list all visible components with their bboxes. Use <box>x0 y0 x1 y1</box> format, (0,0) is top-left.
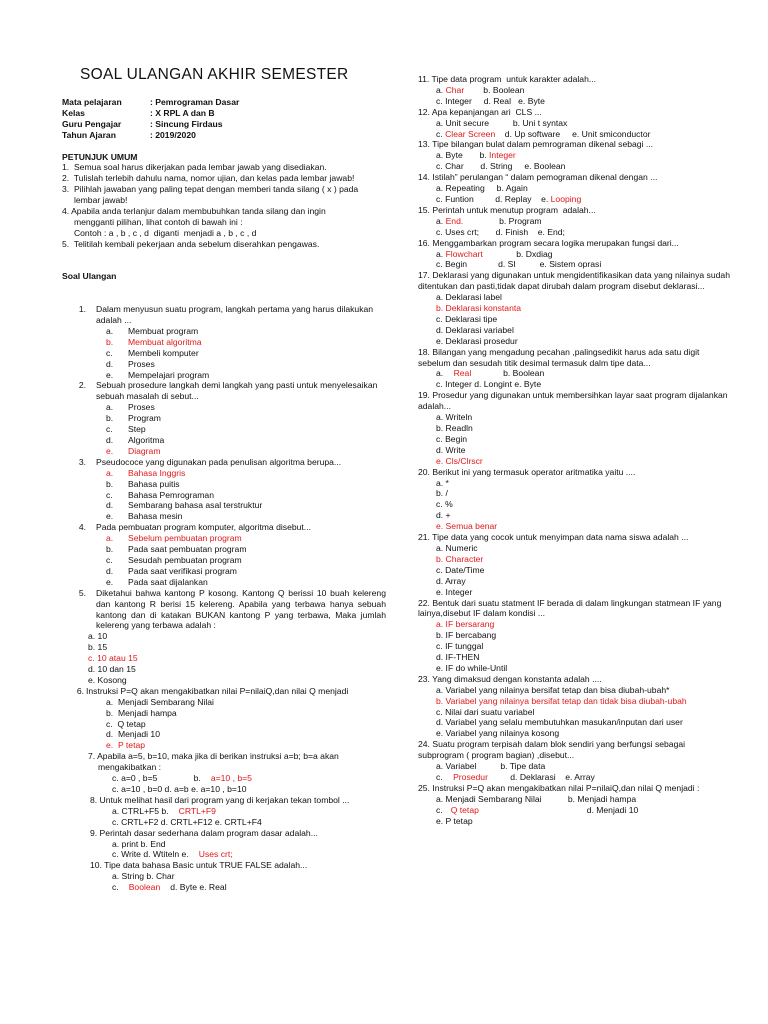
instruction-item: 3. Pilihlah jawaban yang paling tepat dengan memberi tanda silang ( x ) pada <box>62 184 359 195</box>
answer-option <box>62 533 392 544</box>
option-letter: e. <box>106 511 114 522</box>
answer-option: a. Deklarasi label <box>436 292 502 303</box>
answer-option: a. IF bersarang <box>436 619 495 630</box>
option-letter: e. <box>106 576 114 587</box>
answer-option: a. 10 <box>88 631 108 642</box>
option-letter: a. <box>106 533 114 544</box>
answer-option <box>62 544 392 555</box>
answer-option: e. Kosong <box>88 674 127 685</box>
answer-option: b. Variabel yang nilainya bersifat tetap dan tidak bisa diubah-ubah <box>436 695 687 706</box>
answer-highlight: CRTL+F9 <box>178 805 216 816</box>
meta-value: : 2019/2020 <box>150 129 196 140</box>
answer-option: e. Integer <box>436 586 473 597</box>
answer-option: e. P tetap <box>106 740 146 751</box>
question-text: Diketahui bahwa kantong P kosong. Kantong Q berissi 10 buah kelereng dan kantong R berisi 15 kelereng. Apabila yang terbawa hanya sebuah kantong dan di katakan BUKAN kantong P yang terbawa, Maka jumlah kelereng yang terbawa adalah : <box>96 587 386 631</box>
question-22: 22. Bentuk dari suatu statment IF berada di dalam lingkungan statmean IF yang lainya,disebut IF dalam kondisi ... a. IF bersarang b. IF bercabang c. IF tunggal d. IF-THEN e. IF do while-Until <box>418 598 733 674</box>
question-16 <box>418 238 733 271</box>
answer-option: c. Uses crt; d. Finish e. End; <box>436 226 565 237</box>
answer-highlight: a=10 , b=5 <box>210 773 252 784</box>
meta-row <box>62 119 392 130</box>
answer-option: b. Readln <box>436 423 473 433</box>
option-letter: d. <box>106 358 114 369</box>
meta-label: Tahun Ajaran <box>62 129 116 140</box>
right-column <box>418 74 733 827</box>
question-number: 1. <box>78 304 86 315</box>
meta-value: : X RPL A dan B <box>150 107 215 118</box>
question-13 <box>418 139 733 172</box>
answer-option <box>62 446 392 457</box>
option-text: Membuat algoritma <box>128 336 202 347</box>
question-number: 4. <box>78 522 86 533</box>
question-8: 8. Untuk melihat hasil dari program yang di kerjakan tekan tombol ... a. CTRL+F5 b. CRTL+F9 c. CRTL+F2 d. CRTL+F12 e. CRTL+F4 <box>90 794 350 827</box>
answer-option: b. 15 <box>88 642 108 653</box>
meta-value: : Sincung Firdaus <box>150 118 223 129</box>
question-text: 16. Menggambarkan program secara logika merupakan fungsi dari... <box>418 237 679 248</box>
question-1 <box>62 304 392 380</box>
meta-value: : Pemrograman Dasar <box>150 97 240 107</box>
question-text: Pseudococe yang digunakan pada penulisan algoritma berupa... <box>96 456 342 467</box>
option-text: Bahasa mesin <box>128 511 183 522</box>
page-title: SOAL ULANGAN AKHIR SEMESTER <box>80 66 349 83</box>
answer-highlight: Uses crt; <box>198 849 233 860</box>
answer-option: a. End. b. Program <box>436 215 542 226</box>
answer-option: d. 10 dan 15 <box>88 664 136 675</box>
answer-highlight: Real <box>453 368 472 379</box>
option-letter: c. <box>106 554 113 565</box>
answer-option: c. 10 atau 15 <box>88 653 138 664</box>
answer-option: a. Numeric <box>436 542 478 553</box>
answer-option: a. * <box>436 477 449 488</box>
question-21: 21. Tipe data yang cocok untuk menyimpan data nama siswa adalah ... a. Numeric b. Character c. Date/Time d. Array e. Integer <box>418 532 733 597</box>
option-letter: c. <box>106 424 113 435</box>
answer-option: c. % <box>436 499 453 510</box>
answer-option <box>62 435 392 446</box>
question-text: 12. Apa kepanjangan ari CLS ... <box>418 106 542 117</box>
answer-option <box>62 479 392 490</box>
answer-option: a. Menjadi Sembarang Nilai <box>106 696 214 707</box>
options <box>62 402 392 457</box>
question-19: 19. Prosedur yang digunakan untuk membersihkan layar saat program dijalankan adalah... a. Writeln b. Readln c. Begin d. Write e. Cls/Clrscr <box>418 390 733 466</box>
question-number: 2. <box>78 380 86 391</box>
answer-option: d. Menjadi 10 <box>106 729 160 740</box>
question-text: Pada pembuatan program komputer, algoritma disebut... <box>96 522 311 533</box>
answer-option: d. IF-THEN <box>436 652 480 663</box>
answer-option: a. Repeating b. Again <box>436 183 528 194</box>
answer-highlight: Flowchart <box>445 248 483 259</box>
option-text: Bahasa puitis <box>128 478 180 489</box>
answer-option: d. + <box>436 510 451 521</box>
answer-option: d. Deklarasi variabel <box>436 324 514 335</box>
option-text: Algoritma <box>128 435 165 446</box>
meta-label: Mata pelajaran <box>62 97 122 107</box>
meta-row <box>62 108 392 119</box>
answer-option: e. Deklarasi prosedur <box>436 335 518 346</box>
answer-highlight: End. <box>445 215 464 226</box>
instruction-item: 5. Telitilah kembali pekerjaan anda sebelum diserahkan pengawas. <box>62 238 320 249</box>
answer-option <box>62 424 392 435</box>
answer-option <box>62 566 392 577</box>
question-4 <box>62 522 392 587</box>
question-3 <box>62 457 392 522</box>
instructions-list <box>62 162 392 249</box>
answer-option: b. Deklarasi konstanta <box>436 303 522 314</box>
option-letter: a. <box>106 467 114 478</box>
answer-option <box>62 359 392 370</box>
option-letter: e. <box>106 445 114 456</box>
answer-option: e. IF do while-Until <box>436 662 508 673</box>
answer-option: b. Menjadi hampa <box>106 707 177 718</box>
exam-meta <box>62 97 392 141</box>
answer-option <box>62 326 392 337</box>
question-text: 13. Tipe bilangan bulat dalam pemrograman dikenal sebagi ... <box>418 139 654 150</box>
answer-option: b. IF bercabang <box>436 630 497 641</box>
meta-row <box>62 97 392 108</box>
option-letter: d. <box>106 435 114 446</box>
answer-option: c. Clear Screen d. Up software e. Unit smiconductor <box>436 128 651 139</box>
option-letter: b. <box>106 413 114 424</box>
option-text: Diagram <box>128 445 161 456</box>
left-column <box>62 97 392 893</box>
question-10: 10. Tipe data bahasa Basic untuk TRUE FALSE adalah... a. String b. Char c. Boolean d. Byte e. Real <box>90 860 308 893</box>
answer-option <box>62 490 392 501</box>
option-letter: b. <box>106 544 114 555</box>
instructions-heading: PETUNJUK UMUM <box>62 151 138 162</box>
answer-option: c. Funtion d. Replay e. Looping <box>436 193 582 204</box>
answer-option: a. Byte b. Integer <box>436 150 516 161</box>
options <box>62 326 392 381</box>
right-questions <box>418 74 733 270</box>
meta-label: Guru Pengajar <box>62 118 122 129</box>
answer-option: c. IF tunggal <box>436 641 484 652</box>
answer-option: c. Date/Time <box>436 564 485 575</box>
answer-option <box>62 413 392 424</box>
question-text: 15. Perintah untuk menutup program adalah... <box>418 204 596 215</box>
answer-option <box>62 348 392 359</box>
answer-option <box>62 337 392 348</box>
option-text: Membeli komputer <box>128 347 199 358</box>
option-text: Membuat program <box>128 325 199 336</box>
answer-highlight: Clear Screen <box>445 128 496 139</box>
questions-heading: Soal Ulangan <box>62 271 117 282</box>
answer-option: c. Integer d. Real e. Byte <box>436 95 545 106</box>
option-letter: b. <box>106 336 114 347</box>
instruction-item: 1. Semua soal harus dikerjakan pada lembar jawab yang disediakan. <box>62 162 327 173</box>
answer-option <box>62 577 392 588</box>
answer-highlight: Integer <box>489 150 516 161</box>
answer-highlight: Boolean <box>128 882 161 893</box>
question-17: 17. Deklarasi yang digunakan untuk mengidentifikasikan data yang nilainya sudah ditentukan dan pasti,tidak dapat dirubah dalam program disebut deklarasi... a. Deklarasi label b. Deklarasi konstanta c. Deklarasi tipe d. Deklarasi variabel e. Deklarasi prosedur <box>418 270 733 346</box>
option-letter: e. <box>106 369 114 380</box>
answer-option: d. Variabel yang selalu membutuhkan masukan/inputan dari user <box>436 717 683 728</box>
question-9: 9. Perintah dasar sederhana dalam program dasar adalah... a. print b. End c. Write d. Wtiteln e. Uses crt; <box>90 827 318 860</box>
option-text: Program <box>128 413 161 424</box>
question-15 <box>418 205 733 238</box>
option-text: Pada saat dijalankan <box>128 576 208 587</box>
option-letter: a. <box>106 402 114 413</box>
question-14 <box>418 172 733 205</box>
instruction-item: 4. Apabila anda terlanjur dalam membubuhkan tanda silang dan ingin <box>62 206 326 217</box>
answer-option: d. Write <box>436 444 466 455</box>
answer-option: a. Flowchart b. Dxdiag <box>436 248 553 259</box>
answer-highlight: Prosedur <box>453 772 488 782</box>
instruction-item: mengganti pilihan, lihat contoh di bawah ini : <box>62 216 243 227</box>
option-text: Pada saat pembuatan program <box>128 544 247 555</box>
option-letter: d. <box>106 500 114 511</box>
question-5 <box>62 588 392 686</box>
options <box>62 631 392 686</box>
instruction-item: Contoh : a , b , c , d diganti menjadi a , b , c , d <box>62 227 257 238</box>
answer-option <box>62 555 392 566</box>
answer-option: b. Character <box>436 553 484 564</box>
question-23: 23. Yang dimaksud dengan konstanta adalah .... a. Variabel yang nilainya bersifat tetap dan bisa diubah-ubah* b. Variabel yang nilainya bersifat tetap dan tidak bisa diubah-ubah c. Nilai dari suatu variabel d. Variabel yang selalu membutuhkan masukan/inputan dari user e. Variabel yang nilainya kosong <box>418 674 733 739</box>
options <box>62 533 392 588</box>
question-number: 3. <box>78 456 86 467</box>
question-25: 25. Instruksi P=Q akan mengakibatkan nilai P=nilaiQ,dan nilai Q menjadi : a. Menjadi Sembarang Nilai b. Menjadi hampa c. Q tetap d. Menjadi 10 e. P tetap <box>418 782 700 826</box>
question-text: Sebuah prosedure langkah demi langkah yang pasti untuk menyelesaikan sebuah masalah di sebut... <box>96 380 378 402</box>
answer-option: a. Unit secure b. Uni t syntax <box>436 117 568 128</box>
answer-option: a. Writeln <box>436 412 473 423</box>
option-letter: a. <box>106 325 114 336</box>
answer-option: d. Array <box>436 575 466 586</box>
answer-option: a. Char b. Boolean <box>436 84 525 95</box>
instruction-item: 2. Tulislah terlebih dahulu nama, nomor ujian, dan kelas pada lembar jawab! <box>62 173 355 184</box>
answer-option: c. Begin d. SI e. Sistem oprasi <box>436 259 602 270</box>
option-text: Sebelum pembuatan program <box>128 533 242 544</box>
question-18: 18. Bilangan yang mengadung pecahan ,palingsedikit harus ada satu digit sebelum dan sesudah titik desimal termasuk dalm tipe data... a. Real b. Boolean c. Integer d. Longint e. Byte <box>418 346 700 390</box>
option-text: Proses <box>128 358 155 369</box>
option-text: Bahasa Pemrograman <box>128 489 214 500</box>
question-number: 5. <box>78 587 86 598</box>
question-24: 24. Suatu program terpisah dalam blok sendiri yang berfungsi sebagai subprogram ( program bagian) ,disebut... a. Variabel b. Tipe data c. Prosedur d. Deklarasi e. Array <box>418 739 686 782</box>
question-text: Dalam menyusun suatu program, langkah pertama yang harus dilakukan adalah ... <box>96 304 374 326</box>
answer-option: c. Nilai dari suatu variabel <box>436 706 535 717</box>
answer-highlight: Char <box>445 84 465 95</box>
answer-option: c. Char d. String e. Boolean <box>436 161 566 172</box>
answer-option: e. Cls/Clrscr <box>436 455 483 466</box>
option-letter: d. <box>106 565 114 576</box>
question-2 <box>62 380 392 456</box>
answer-option <box>62 370 392 381</box>
question-text: 11. Tipe data program untuk karakter adalah... <box>418 74 597 84</box>
left-questions <box>62 304 392 686</box>
question-text: 14. Istilah” perulangan “ dalam pemograman dikenal dengan ... <box>418 172 658 183</box>
answer-option: e. Semua benar <box>436 521 498 532</box>
answer-option: e. Variabel yang nilainya kosong <box>436 728 560 739</box>
answer-option: c. Deklarasi tipe <box>436 313 498 324</box>
option-text: Proses <box>128 402 155 413</box>
meta-label: Kelas <box>62 107 85 118</box>
meta-row <box>62 130 392 141</box>
instruction-item: lembar jawab! <box>62 195 128 206</box>
answer-option: a. Variabel yang nilainya bersifat tetap dan bisa diubah-ubah* <box>436 684 670 695</box>
options <box>62 468 392 523</box>
answer-option: b. / <box>436 488 448 499</box>
question-7: 7. Apabila a=5, b=10, maka jika di berikan instruksi a=b; b=a akan mengakibatkan : c. a=0 , b=5 b. a=10 , b=5 c. a=10 , b=0 d. a=b e. a=10 , b=10 <box>88 751 339 795</box>
answer-option <box>62 500 392 511</box>
option-text: Sesudah pembuatan program <box>128 554 242 565</box>
option-text: Mempelajari program <box>128 369 210 380</box>
option-letter: c. <box>106 489 113 500</box>
answer-option <box>62 511 392 522</box>
option-letter: c. <box>106 347 113 358</box>
question-12 <box>418 107 733 140</box>
answer-option <box>62 402 392 413</box>
question-6: 6. Instruksi P=Q akan mengakibatkan nilai P=nilaiQ,dan nilai Q menjadi a. Menjadi Sembarang Nilai b. Menjadi hampa c. Q tetap d. Menjadi 10 e. P tetap <box>62 686 392 751</box>
option-text: Bahasa Inggris <box>128 467 186 478</box>
answer-option: c. Q tetap <box>106 718 146 729</box>
option-letter: b. <box>106 478 114 489</box>
question-20: 20. Berikut ini yang termasuk operator aritmatika yaitu .... a. * b. / c. % d. + e. Semua benar <box>418 467 733 532</box>
option-text: Pada saat verifikasi program <box>128 565 237 576</box>
option-text: Sembarang bahasa asal terstruktur <box>128 500 263 511</box>
option-text: Step <box>128 424 146 435</box>
answer-option <box>62 468 392 479</box>
answer-highlight: Q tetap <box>450 804 479 815</box>
answer-option: c. Begin <box>436 433 468 444</box>
question-11 <box>418 74 733 107</box>
answer-highlight: Looping <box>550 193 582 204</box>
